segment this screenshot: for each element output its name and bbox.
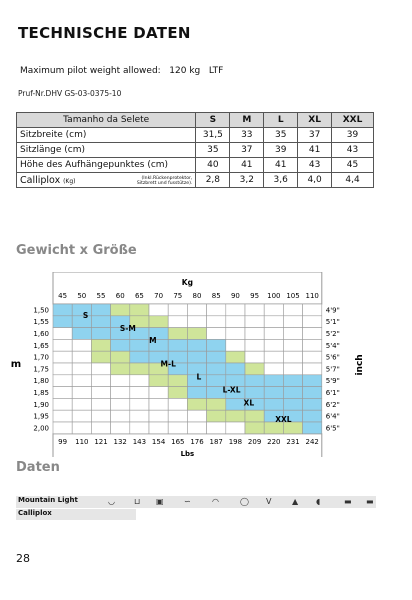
heatmap-cell <box>53 375 72 387</box>
heatmap-cell <box>130 304 149 316</box>
heatmap-cell <box>168 398 187 410</box>
lbs-tick: 187 <box>209 437 223 446</box>
calliplox-note <box>137 176 193 186</box>
size-label: M <box>149 335 157 345</box>
page-title: TECHNISCHE DATEN <box>18 24 191 42</box>
heatmap-cell <box>207 339 226 351</box>
kg-tick: 90 <box>230 292 240 300</box>
heatmap-cell <box>264 304 283 316</box>
table-row <box>17 143 374 158</box>
cell: 35 <box>264 128 298 143</box>
heatmap-cell <box>187 328 206 340</box>
heatmap-cell <box>149 410 168 422</box>
heatmap-cell <box>53 387 72 399</box>
heatmap-cell <box>91 375 110 387</box>
cell: 31,5 <box>196 128 230 143</box>
spec-header-size: XL <box>298 113 332 128</box>
seatboard-icon: ◡ <box>108 497 115 506</box>
m-tick: 1,70 <box>33 353 49 362</box>
m-tick: 2,00 <box>33 424 49 433</box>
cell: 37 <box>230 143 264 158</box>
heatmap-cell <box>72 375 91 387</box>
row-label: Sitzlänge (cm) <box>17 143 196 158</box>
heatmap-cell <box>226 304 245 316</box>
kg-tick: 100 <box>267 292 281 300</box>
kg-axis-label: Kg <box>181 278 193 287</box>
heatmap-cell <box>168 304 187 316</box>
heatmap-cell <box>283 328 302 340</box>
calliplox-note-line1: (Inkl.Rückenprotektor, <box>141 175 193 181</box>
m-tick: 1,80 <box>33 377 49 386</box>
heatmap-cell <box>72 328 91 340</box>
inch-tick: 6'1" <box>325 389 340 397</box>
footrest-icon: ◖ <box>316 497 321 506</box>
heatmap-cell <box>168 316 187 328</box>
lbs-tick: 198 <box>228 437 243 446</box>
heatmap-cell <box>187 387 206 399</box>
lbs-tick: 242 <box>305 437 319 446</box>
cell: 4,0 <box>298 173 332 188</box>
heatmap-cell <box>53 422 72 434</box>
heatmap-cell <box>130 387 149 399</box>
heatmap-cell <box>72 422 91 434</box>
cell: 39 <box>332 128 374 143</box>
heatmap-cell <box>283 304 302 316</box>
heatmap-cell <box>91 387 110 399</box>
heatmap-cell <box>72 304 91 316</box>
kg-header-box <box>53 272 322 304</box>
cell: 33 <box>230 128 264 143</box>
heatmap-cell <box>303 339 322 351</box>
heatmap-cell <box>91 339 110 351</box>
heatmap-cell <box>130 410 149 422</box>
heatmap-cell <box>207 422 226 434</box>
heatmap-cell <box>91 316 110 328</box>
heatmap-cell <box>111 375 130 387</box>
heatmap-cell <box>283 363 302 375</box>
rescue-icon: ◯ <box>240 497 249 506</box>
heatmap-cell <box>226 410 245 422</box>
heatmap-cell <box>264 398 283 410</box>
heatmap-cell <box>264 387 283 399</box>
carabiner-icon: V <box>266 497 272 506</box>
protector-icon: ▲ <box>292 497 299 506</box>
heatmap-cell <box>53 328 72 340</box>
lbs-tick: 176 <box>190 437 204 446</box>
lbs-tick: 110 <box>75 437 89 446</box>
m-tick: 1,60 <box>33 330 49 338</box>
heatmap-cell <box>207 410 226 422</box>
heatmap-cell <box>111 363 130 375</box>
kg-tick: 65 <box>134 292 144 300</box>
table-row-calliplox <box>17 173 374 188</box>
heatmap-cell <box>226 328 245 340</box>
heatmap-cell <box>303 410 322 422</box>
heatmap-cell <box>168 375 187 387</box>
calliplox-unit: (Kg) <box>63 177 76 185</box>
inch-tick: 5'9" <box>325 377 340 386</box>
inch-tick: 6'5" <box>325 424 340 433</box>
cell: 3,6 <box>264 173 298 188</box>
heatmap-cell <box>72 363 91 375</box>
clip-icon: ▬ <box>366 497 374 506</box>
heatmap-cell <box>245 351 264 363</box>
heatmap-cell <box>72 316 91 328</box>
heatmap-cell <box>168 410 187 422</box>
lbs-axis-label: Lbs <box>180 449 195 457</box>
heatmap-cell <box>207 351 226 363</box>
heatmap-cell <box>130 339 149 351</box>
heatmap-cell <box>91 410 110 422</box>
size-label: S-M <box>119 324 136 334</box>
buckle-icon: ▣ <box>156 497 164 506</box>
heatmap-cell <box>149 375 168 387</box>
spec-header-label: Tamanho da Selete <box>17 113 196 128</box>
heatmap-cell <box>245 363 264 375</box>
inch-tick: 5'7" <box>325 365 340 374</box>
heatmap-cell <box>207 398 226 410</box>
weight-value: 120 kg <box>169 66 201 76</box>
heatmap-cell <box>207 316 226 328</box>
daten-title: Daten <box>16 460 60 475</box>
heatmap-cell <box>149 422 168 434</box>
kg-tick: 85 <box>211 292 221 300</box>
heatmap-cell <box>264 328 283 340</box>
strap-icon: ▬ <box>344 497 352 506</box>
spec-header-size: S <box>196 113 230 128</box>
heatmap-cell <box>264 375 283 387</box>
heatmap-cell <box>226 316 245 328</box>
heatmap-cell <box>187 339 206 351</box>
table-row <box>17 158 374 173</box>
cell: 41 <box>264 158 298 173</box>
cell: 40 <box>196 158 230 173</box>
heatmap-cell <box>303 304 322 316</box>
heatmap-cell <box>245 422 264 434</box>
page-number: 28 <box>16 552 30 565</box>
heatmap-cell <box>91 422 110 434</box>
m-tick: 1,75 <box>33 365 49 374</box>
size-chart-title: Gewicht x Größe <box>16 243 137 258</box>
lbs-tick: 165 <box>171 437 185 446</box>
heatmap-cell <box>303 375 322 387</box>
lbs-tick: 99 <box>58 437 68 446</box>
kg-tick: 95 <box>250 292 260 300</box>
heatmap-cell <box>53 304 72 316</box>
heatmap-cell <box>226 351 245 363</box>
heatmap-cell <box>303 363 322 375</box>
heatmap-cell <box>226 398 245 410</box>
inch-tick: 6'4" <box>325 412 340 421</box>
size-label: XL <box>243 398 255 408</box>
cell: 4,4 <box>332 173 374 188</box>
heatmap-cell <box>303 387 322 399</box>
spec-header-size: XXL <box>332 113 374 128</box>
size-label: L-XL <box>222 385 241 395</box>
heatmap-cell <box>245 339 264 351</box>
cell: 37 <box>298 128 332 143</box>
kg-tick: 105 <box>286 292 300 300</box>
heatmap-cell <box>111 422 130 434</box>
cell: 3,2 <box>230 173 264 188</box>
heatmap-cell <box>149 398 168 410</box>
size-label: M-L <box>160 359 176 369</box>
heatmap-cell <box>303 328 322 340</box>
m-tick: 1,90 <box>33 400 49 409</box>
certification-number: Pruf-Nr.DHV GS-03-0375-10 <box>18 89 122 98</box>
inch-tick: 4'9" <box>325 306 340 315</box>
cell: 41 <box>230 158 264 173</box>
heatmap-cell <box>72 398 91 410</box>
pocket-icon: ◠ <box>212 497 219 506</box>
heatmap-cell <box>283 375 302 387</box>
heatmap-cell <box>187 351 206 363</box>
lbs-tick: 231 <box>286 437 300 446</box>
kg-tick: 75 <box>173 292 183 300</box>
inch-tick: 6'2" <box>325 400 340 409</box>
heatmap-cell <box>111 339 130 351</box>
heatmap-cell <box>53 351 72 363</box>
spec-header-size: M <box>230 113 264 128</box>
kg-tick: 80 <box>192 292 202 300</box>
heatmap-cell <box>91 304 110 316</box>
heatmap-cell <box>91 328 110 340</box>
cell: 39 <box>264 143 298 158</box>
m-tick: 1,50 <box>33 306 49 315</box>
heatmap-cell <box>264 316 283 328</box>
calliplox-label: Calliplox <box>20 174 61 186</box>
kg-tick: 60 <box>115 292 125 300</box>
heatmap-cell <box>149 304 168 316</box>
heatmap-cell <box>53 363 72 375</box>
m-tick: 1,65 <box>33 341 49 350</box>
heatmap-cell <box>111 387 130 399</box>
heatmap-cell <box>53 339 72 351</box>
heatmap-cell <box>111 304 130 316</box>
heatmap-cell <box>245 375 264 387</box>
heatmap-cell <box>245 328 264 340</box>
heatmap-cell <box>130 375 149 387</box>
heatmap-cell <box>72 351 91 363</box>
m-tick: 1,85 <box>33 389 49 397</box>
size-label: XXL <box>275 415 292 424</box>
heatmap-cell <box>149 387 168 399</box>
cell: 41 <box>298 143 332 158</box>
heatmap-cell <box>187 410 206 422</box>
lbs-tick: 209 <box>247 437 262 446</box>
product-line2: Calliplox <box>18 509 52 517</box>
heatmap-cell <box>130 422 149 434</box>
product-row2 <box>16 509 136 520</box>
cell: 35 <box>196 143 230 158</box>
heatmap-cell <box>303 422 322 434</box>
equipment-icon-bar <box>16 496 376 508</box>
heatmap-cell <box>245 316 264 328</box>
heatmap-cell <box>187 422 206 434</box>
heatmap-cell <box>168 339 187 351</box>
heatmap-cell <box>130 363 149 375</box>
m-tick: 1,55 <box>33 318 49 327</box>
heatmap-cell <box>111 398 130 410</box>
inch-axis-label: inch <box>355 354 365 376</box>
heatmap-cell <box>130 398 149 410</box>
kg-tick: 50 <box>77 292 87 300</box>
heatmap-cell <box>91 351 110 363</box>
heatmap-cell <box>72 387 91 399</box>
heatmap-cell <box>168 422 187 434</box>
heatmap-cell <box>264 351 283 363</box>
heatmap-cell <box>207 328 226 340</box>
lbs-tick: 143 <box>132 437 147 446</box>
heatmap-cell <box>187 316 206 328</box>
heatmap-cell <box>53 410 72 422</box>
heatmap-cell <box>283 387 302 399</box>
heatmap-cell <box>72 410 91 422</box>
heatmap-cell <box>264 363 283 375</box>
heatmap-cell <box>111 351 130 363</box>
kg-tick: 55 <box>96 292 106 300</box>
heatmap-cell <box>53 398 72 410</box>
speedbar-icon: ∽ <box>184 497 191 506</box>
inch-tick: 5'6" <box>325 353 340 362</box>
heatmap-cell <box>283 316 302 328</box>
row-label: Höhe des Aufhängepunktes (cm) <box>17 158 196 173</box>
heatmap-cell <box>187 304 206 316</box>
size-chart <box>0 272 412 457</box>
heatmap-cell <box>53 316 72 328</box>
heatmap-cell <box>283 339 302 351</box>
heatmap-cell <box>283 398 302 410</box>
size-label: L <box>196 372 202 382</box>
size-label: S <box>82 311 89 321</box>
spec-header-size: L <box>264 113 298 128</box>
heatmap-cell <box>264 339 283 351</box>
heatmap-cell <box>130 351 149 363</box>
weight-label: Maximum pilot weight allowed: <box>20 66 161 76</box>
m-tick: 1,95 <box>33 412 49 421</box>
spec-table <box>16 112 374 188</box>
cell: 45 <box>332 158 374 173</box>
lbs-tick: 220 <box>267 437 281 446</box>
heatmap-cell <box>91 398 110 410</box>
table-row <box>17 128 374 143</box>
max-weight-line <box>20 66 223 76</box>
heatmap-cell <box>72 339 91 351</box>
lbs-tick: 132 <box>113 437 127 446</box>
heatmap-cell <box>168 328 187 340</box>
heatmap-cell <box>187 398 206 410</box>
heatmap-cell <box>245 387 264 399</box>
inch-tick: 5'4" <box>325 341 340 350</box>
lbs-tick: 121 <box>94 437 108 446</box>
heatmap-cell <box>303 351 322 363</box>
kg-tick: 45 <box>58 292 68 300</box>
lbs-tick: 154 <box>151 437 166 446</box>
heatmap-cell <box>226 422 245 434</box>
heatmap-cell <box>283 351 302 363</box>
heatmap-cell <box>207 363 226 375</box>
heatmap-cell <box>245 410 264 422</box>
heatmap-cell <box>226 363 245 375</box>
weight-cert: LTF <box>208 66 224 76</box>
kg-tick: 110 <box>305 292 319 300</box>
m-axis-label: m <box>10 358 22 370</box>
heatmap-cell <box>91 363 110 375</box>
heatmap-cell <box>149 316 168 328</box>
heatmap-cell <box>303 316 322 328</box>
heatmap-cell <box>245 304 264 316</box>
cell: 43 <box>332 143 374 158</box>
product-line1: Mountain Light <box>18 496 78 504</box>
inch-tick: 5'2" <box>325 330 340 338</box>
row-label: Sitzbreite (cm) <box>17 128 196 143</box>
calliplox-note-line2: Sitzbrett und fusstütze). <box>136 180 193 186</box>
heatmap-cell <box>226 339 245 351</box>
heatmap-cell <box>168 387 187 399</box>
inch-tick: 5'1" <box>325 318 340 327</box>
heatmap-cell <box>303 398 322 410</box>
heatmap-cell <box>207 304 226 316</box>
spec-header-row <box>17 113 374 128</box>
row-label-calliplox <box>17 173 196 188</box>
kg-tick: 70 <box>154 292 164 300</box>
seat-icon: ⊔ <box>134 497 141 506</box>
heatmap-cell <box>111 410 130 422</box>
cell: 43 <box>298 158 332 173</box>
cell: 2,8 <box>196 173 230 188</box>
